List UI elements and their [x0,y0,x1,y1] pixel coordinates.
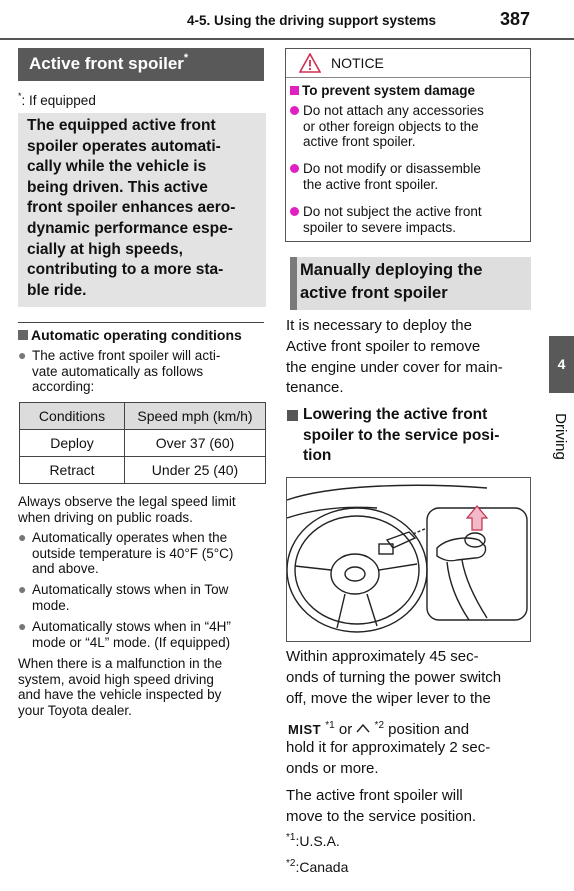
footnote-usa [286,832,340,849]
paragraph-line: your Toyota dealer. [18,702,132,718]
footnote-mark: *2 [286,858,296,869]
footnote-mark-1: *1 [325,720,335,731]
mist-symbol-icon [356,723,370,733]
paragraph-line: tenance. [286,379,344,397]
notice-line: Do not modify or disassemble [303,161,481,176]
running-header: 4-5. Using the driving support systems [187,13,437,28]
notice-item [290,161,528,193]
circle-bullet-icon: ● [18,581,27,597]
notice-item [290,204,528,236]
if-equipped-mark: * [18,91,22,101]
section-title-mark: * [183,52,189,64]
heading-line: active front spoiler [300,284,448,302]
section-title [18,48,264,81]
mist-label: MIST [288,722,322,737]
paragraph-line: hold it for approximately 2 sec- [286,739,491,756]
notice-line: Do not subject the active front [303,204,482,219]
table-cell: Under 25 (40) [125,457,266,484]
notice-line: Do not attach any accessories [303,103,484,118]
intro-line: ble ride. [27,281,87,299]
footnote-mark: *1 [286,832,296,843]
intro-line: cially at high speeds, [27,240,183,258]
paragraph-line: Within approximately 45 sec- [286,648,479,665]
manual-intro-paragraph [286,316,503,399]
footnote-canada [286,858,348,875]
chapter-number: 4 [557,356,566,372]
square-bullet-icon [287,410,298,421]
circle-bullet-icon: ● [18,529,27,545]
heading-line: Manually deploying the [300,261,483,279]
wiper-lever-illustration [286,477,531,642]
notice-subheading [290,83,475,98]
paragraph-line: Active front spoiler to remove [286,337,481,355]
table-header-cell: Speed mph (km/h) [125,403,266,430]
or-text: or [338,721,357,738]
bullet-line: Automatically operates when the [32,530,228,545]
paragraph-line: The active front spoiler will [286,787,463,804]
notice-line: spoiler to severe impacts. [303,219,457,235]
bullet-line: The active front spoiler will acti- [32,348,221,363]
paragraph-line: onds of turning the power switch [286,668,502,686]
bullet-line: vate automatically as follows [32,363,204,379]
list-item [18,530,264,578]
paragraph-line: and have the vehicle inspected by [18,687,222,703]
footnote-text: :Canada [295,859,349,875]
bullet-line: and above. [32,561,99,577]
notice-item [290,103,528,151]
magenta-bullet-icon [290,164,299,173]
paragraph-line: off, move the wiper lever to the [286,689,491,707]
bullet-line: Automatically stows when in “4H” [32,619,231,634]
paragraph-line: the engine under cover for main- [286,358,503,376]
bullet-line: Automatically stows when in Tow [32,582,229,597]
auto-conditions-heading-text: Automatic operating conditions [31,327,242,343]
table-header-cell: Conditions [20,403,125,430]
intro-line: cally while the vehicle is [27,158,207,176]
notice-line: or other foreign objects to the [303,118,479,134]
intro-line: front spoiler enhances aero- [27,199,236,217]
subheading-line: Lowering the active front [303,406,488,423]
circle-bullet-icon: ● [18,347,27,363]
table-header-row [20,403,266,430]
footnote-mark-2: *2 [374,720,384,731]
header-rule [0,38,574,40]
notice-label: NOTICE [331,55,384,71]
intro-line: spoiler operates automati- [27,137,221,155]
paragraph-line: It is necessary to deploy the [286,317,472,334]
chapter-label: Driving [551,413,569,460]
notice-header [286,49,530,78]
hold-instruction-paragraph [286,738,490,780]
footnote-text: :U.S.A. [295,833,340,849]
page-number: 387 [500,9,531,29]
subheading-line: tion [303,447,332,464]
table-row [20,457,266,484]
intro-line: The equipped active front [27,117,216,134]
paragraph-line: onds or more. [286,759,379,777]
magenta-square-icon [290,86,299,95]
conditions-table [19,402,266,484]
wiper-instruction-paragraph [286,647,501,709]
table-cell: Deploy [20,430,125,457]
malfunction-paragraph [18,656,222,718]
if-equipped-text: : If equipped [21,93,96,108]
table-row [20,430,266,457]
table-cell: Retract [20,457,125,484]
bullet-line: according: [32,379,95,395]
bullet-line: outside temperature is 40°F (5°C) [32,545,234,561]
list-item [18,619,264,651]
auto-conditions-bullet [18,348,264,396]
paragraph-line: Always observe the legal speed limit [18,494,236,509]
notice-line: the active front spoiler. [303,176,439,192]
speed-limit-paragraph [18,494,236,525]
auto-conditions-heading [18,327,242,343]
manual-deploy-heading [290,257,531,310]
bullet-line: mode. [32,597,70,613]
square-bullet-icon [18,330,28,340]
bullet-line: mode or “4L” mode. (If equipped) [32,634,231,650]
intro-line: being driven. This active [27,178,208,196]
subheading-line: spoiler to the service posi- [303,426,500,444]
result-paragraph [286,786,476,828]
notice-box [285,48,531,242]
circle-bullet-icon: ● [18,618,27,634]
section-divider [18,322,264,323]
notice-line: active front spoiler. [303,134,416,150]
steering-wheel-illustration [287,478,531,642]
table-cell: Over 37 (60) [125,430,266,457]
chapter-tab[interactable] [549,336,574,393]
lowering-subheading [303,405,499,467]
intro-line: dynamic performance espe- [27,219,233,237]
paragraph-line: move to the service position. [286,807,477,825]
intro-summary-box [18,113,266,307]
intro-line: contributing to a more sta- [27,261,224,279]
paragraph-line: When there is a malfunction in the [18,656,223,671]
notice-subheading-text: To prevent system damage [302,83,476,98]
if-equipped-note [18,91,96,108]
magenta-bullet-icon [290,106,299,115]
section-title-text: Active front spoiler [29,54,184,73]
paragraph-line: system, avoid high speed driving [18,671,214,687]
paragraph-line: when driving on public roads. [18,509,193,525]
magenta-bullet-icon [290,207,299,216]
position-text: position and [388,721,470,738]
warning-triangle-icon [299,53,321,73]
list-item [18,582,264,614]
